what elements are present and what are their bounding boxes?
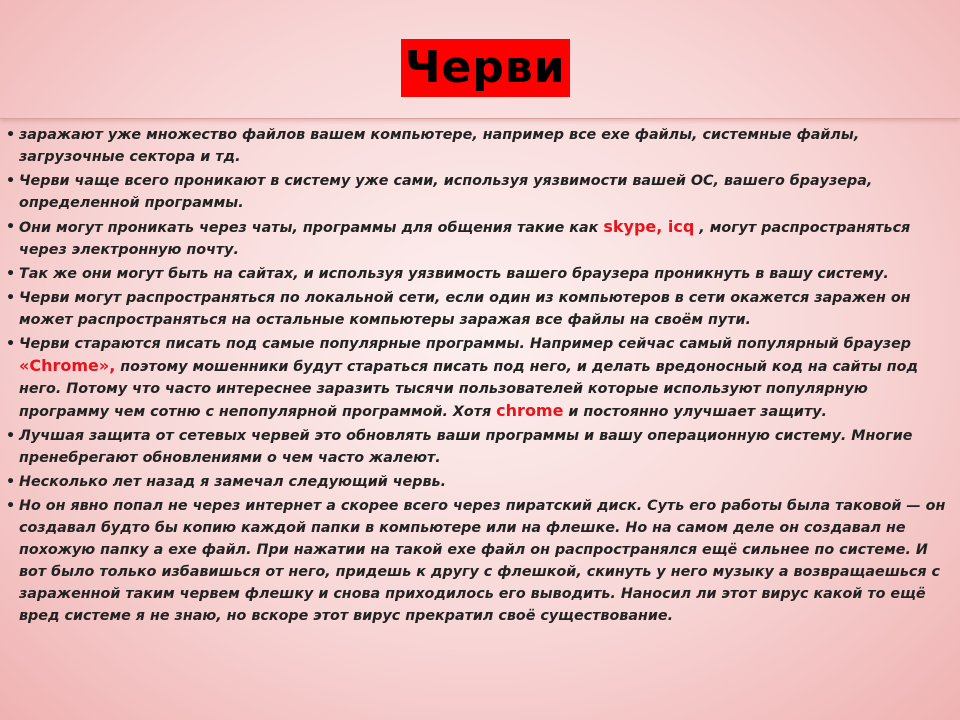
bullet-text: Но он явно попал не через интернет а скорее всего через пиратский диск. Суть его работы была таковой — он создавал будто бы копию каждой папки в компьютере или на флешке. Но на самом деле он создавал не похожую папку а exe файл. При нажатии на такой exe файл он распространялся ещё сильнее по системе. И вот было только избавишься от него, придешь к другу с флешкой, скинуть у него музыку а возвращаешься с зараженной таким червем флешку и снова приходилось его выводить. Наносил ли этот вирус какой то ещё вред системе я не знаю, но вскоре этот вирус прекратил своё существование. bbox=[19, 498, 946, 624]
bullet-text: Черви стараются писать под самые популярные программы. Например сейчас самый популярный браузер bbox=[19, 336, 912, 352]
bullet-item bbox=[6, 333, 950, 423]
slide-content bbox=[6, 124, 950, 629]
highlight-text: skype, icq bbox=[603, 217, 695, 236]
highlight-text: «Chrome», bbox=[19, 356, 116, 375]
bullet-item bbox=[6, 263, 950, 285]
slide-title: Черви bbox=[401, 39, 570, 97]
bullet-item bbox=[6, 471, 950, 493]
bullet-text: Черви могут распространяться по локальной сети, если один из компьютеров в сети окажется заражен он может распространяться на остальные компьютеры заражая все файлы на своём пути. bbox=[19, 290, 911, 328]
bullet-text: Черви чаще всего проникают в систему уже сами, используя уязвимости вашей ОС, вашего браузера, определенной программы. bbox=[19, 173, 873, 211]
bullet-item bbox=[6, 495, 950, 627]
bullet-item bbox=[6, 170, 950, 214]
bullet-text: Так же они могут быть на сайтах, и используя уязвимость вашего браузера проникнуть в вашу систему. bbox=[19, 266, 889, 282]
bullet-text: , могут распространяться через электронную почту. bbox=[19, 220, 911, 258]
bullet-text: поэтому мошенники будут стараться писать под него, и делать вредоносный код на сайты под него. Потому что часто интереснее заразить тысячи пользователей которые используют популярную программу чем сотню с непопулярной программой. Хотя bbox=[19, 359, 919, 420]
bullet-item bbox=[6, 425, 950, 469]
bullet-text: заражают уже множество файлов вашем компьютере, например все exe файлы, системные файлы, загрузочные сектора и тд. bbox=[19, 127, 860, 165]
bullet-text: и постоянно улучшает защиту. bbox=[563, 404, 827, 420]
title-band bbox=[0, 0, 960, 119]
bullet-item bbox=[6, 287, 950, 331]
bullet-text: Лучшая защита от сетевых червей это обновлять ваши программы и вашу операционную систему. Многие пренебрегают обновлениями о чем часто жалеют. bbox=[19, 428, 913, 466]
highlight-text: chrome bbox=[496, 401, 564, 420]
bullet-item bbox=[6, 216, 950, 261]
bullet-text: Несколько лет назад я замечал следующий червь. bbox=[19, 474, 447, 490]
bullet-item bbox=[6, 124, 950, 168]
bullet-text: Они могут проникать через чаты, программы для общения такие как bbox=[19, 220, 604, 236]
